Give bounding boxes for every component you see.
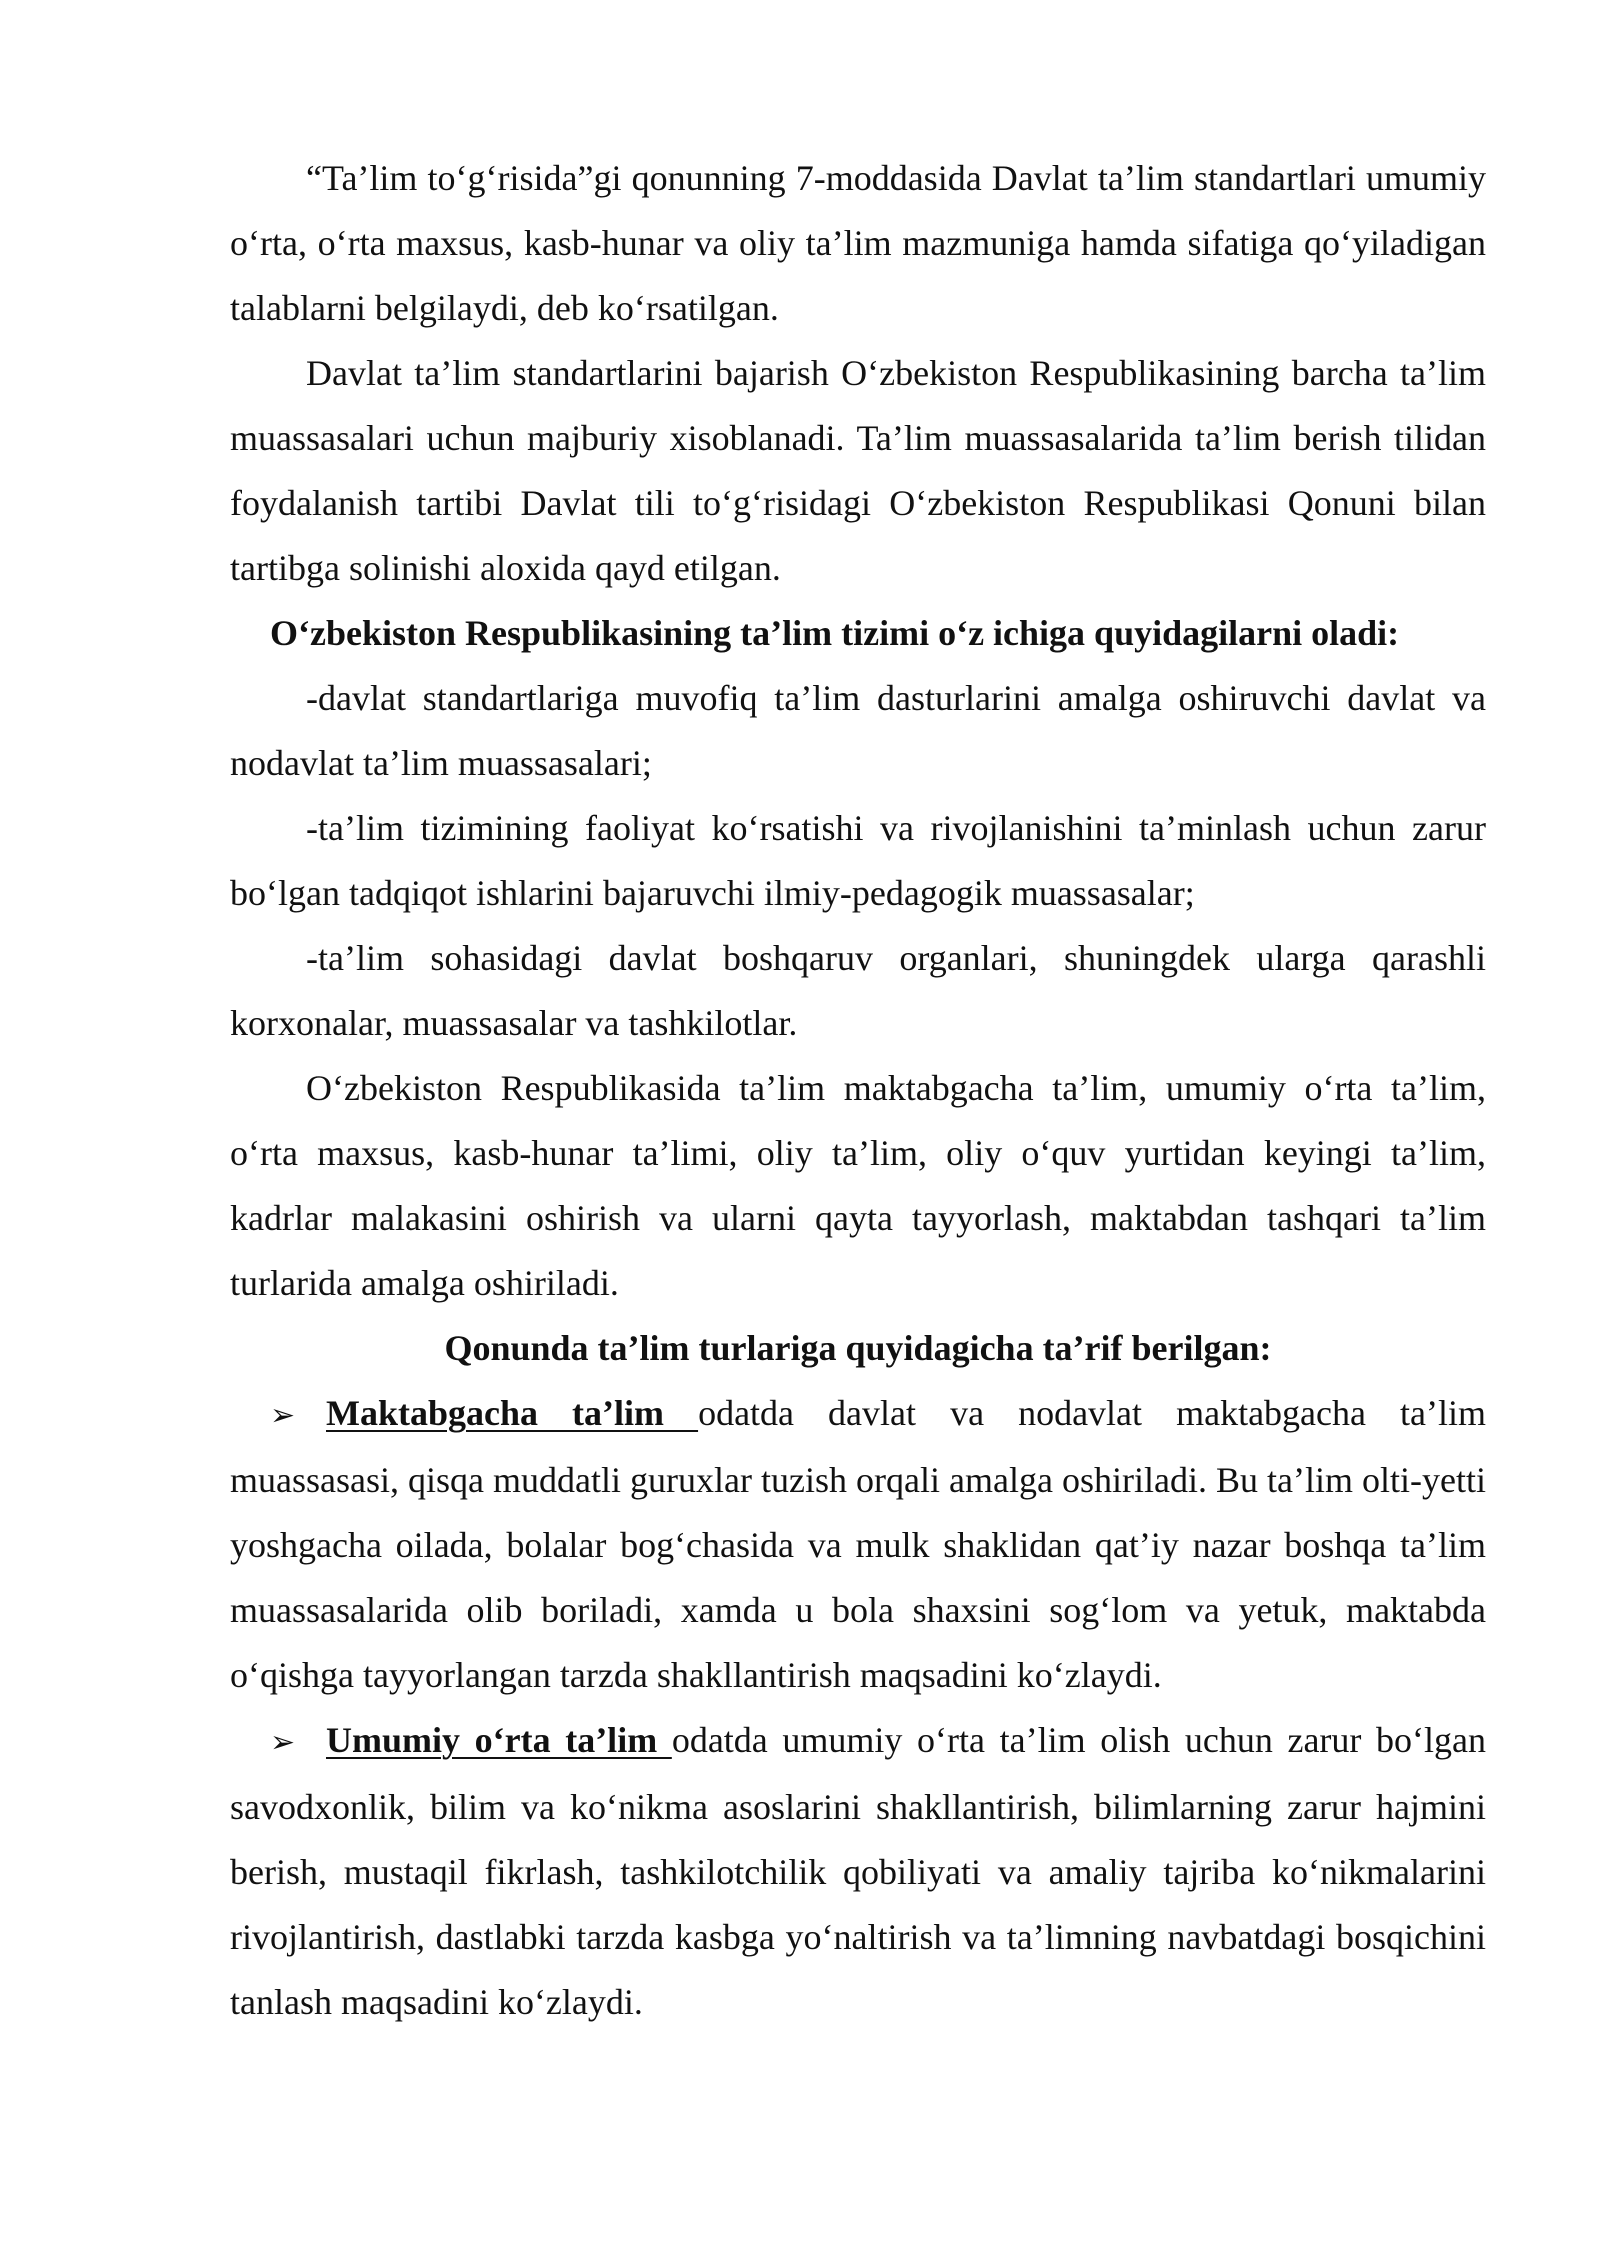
document-page (230, 146, 1486, 2035)
paragraph-state-standards: Davlat ta’lim standartlarini bajarish O‘zbekiston Respublikasining barcha ta’lim muassasalari uchun majburiy xisoblanadi. Ta’lim muassasalarida ta’lim berish tilidan foydalanish tartibi Davlat tili to‘g‘risidagi O‘zbekiston Respublikasi Qonuni bilan tartibga solinishi aloxida qayd etilgan. (230, 353, 1486, 588)
bullet-preschool (230, 1381, 1486, 1708)
bullet-preschool-text: odatda davlat va nodavlat maktabgacha ta’lim muassasasi, qisqa muddatli guruxlar tuzish orqali amalga oshiriladi. Bu ta’lim olti-yetti yoshgacha oilada, bolalar bog‘chasida va mulk shaklidan qat’iy nazar boshqa ta’lim muassasalarida olib boriladi, xamda u bola shaxsini sog‘lom va yetuk, maktabda o‘qishga tayyorlangan tarzda shakllantirish maqsadini ko‘zlaydi. (230, 1393, 1486, 1695)
arrow-bullet-icon: ➢ (270, 1725, 296, 1760)
term-general-secondary: Umumiy o‘rta ta’lim (326, 1720, 672, 1760)
arrow-bullet-icon: ➢ (270, 1398, 296, 1433)
paragraph-law-article: “Ta’lim to‘g‘risida”gi qonunning 7-moddasida Davlat ta’lim standartlari umumiy o‘rta, o‘rta maxsus, kasb-hunar va oliy ta’lim mazmuniga hamda sifatiga qo‘yiladigan talablarni belgilaydi, deb ko‘rsatilgan. (230, 158, 1486, 328)
paragraph-education-types: O‘zbekiston Respublikasida ta’lim maktabgacha ta’lim, umumiy o‘rta ta’lim, o‘rta maxsus, kasb-hunar ta’limi, oliy ta’lim, oliy o‘quv yurtidan keyingi ta’lim, kadrlar malakasini oshirish va ularni qayta tayyorlash, maktabdan tashqari ta’lim turlarida amalga oshiriladi. (230, 1068, 1486, 1303)
list-item-institutions: -davlat standartlariga muvofiq ta’lim dasturlarini amalga oshiruvchi davlat va nodavlat ta’lim muassasalari; (230, 678, 1486, 783)
list-item-research: -ta’lim tizimining faoliyat ko‘rsatishi va rivojlanishini ta’minlash uchun zarur bo‘lgan tadqiqot ishlarini bajaruvchi ilmiy-pedagogik muassasalar; (230, 808, 1486, 913)
bullet-general-secondary-text: odatda umumiy o‘rta ta’lim olish uchun zarur bo‘lgan savodxonlik, bilim va ko‘nikma asoslarini shakllantirish, bilimlarning zarur hajmini berish, mustaqil fikrlash, tashkilotchilik qobiliyati va amaliy tajriba ko‘nikmalarini rivojlantirish, dastlabki tarzda kasbga yo‘naltirish va ta’limning navbatdagi bosqichini tanlash maqsadini ko‘zlaydi. (230, 1720, 1487, 2022)
bullet-general-secondary (230, 1708, 1486, 2035)
list-item-governance: -ta’lim sohasidagi davlat boshqaruv organlari, shuningdek ularga qarashli korxonalar, muassasalar va tashkilotlar. (230, 938, 1486, 1043)
heading-education-system: O‘zbekiston Respublikasining ta’lim tizimi o‘z ichiga quyidagilarni oladi: (270, 613, 1400, 653)
heading-definitions: Qonunda ta’lim turlariga quyidagicha ta’rif berilgan: (444, 1328, 1272, 1368)
term-preschool: Maktabgacha ta’lim (326, 1393, 699, 1433)
